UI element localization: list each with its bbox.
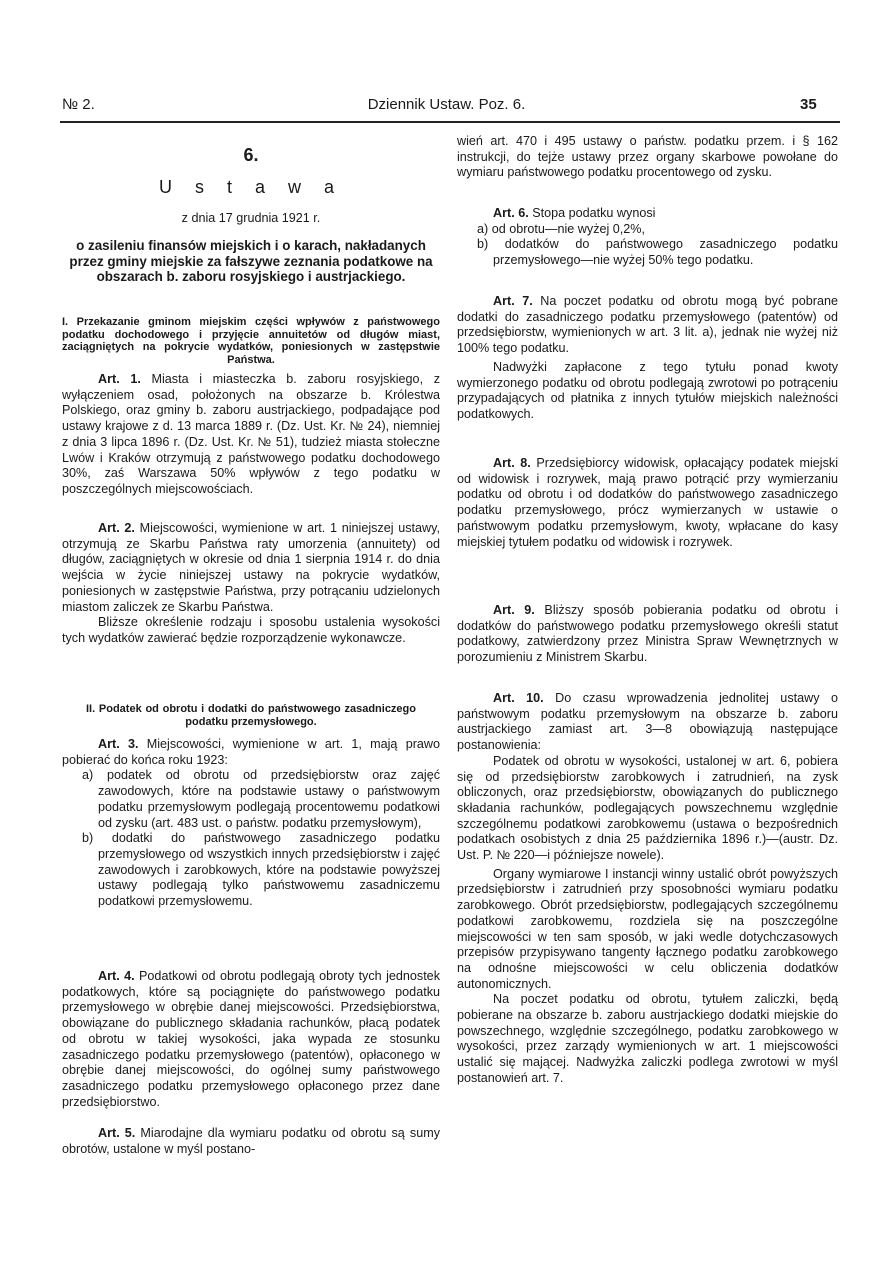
- article-label: Art. 8.: [493, 456, 531, 470]
- article-label: Art. 9.: [493, 603, 535, 617]
- article-5-continuation: [457, 134, 838, 181]
- article-paragraph: Organy wymiarowe I instancji winny ustalić obrót powyższych przedsiębiorstw i zatrudnień przy sposobności wymiaru podatku zarobkowego. Obrót przedsiębiorstw, podlegających szczególnemu podatkowi zarobkowemu, rozdziela się na poszczególne miejscowości w ten sam sposób, w jaki wedle dotychczasowych przepisów przypisywano tangenty łącznego podatku zarobkowego na odnośne miejscowości w celu obliczenia dodatków autonomicznych.: [457, 866, 838, 991]
- list-item: b) dodatków do państwowego zasadniczego podatku przemysłowego—nie wyżej 50% tego podatku.: [477, 237, 838, 268]
- article-7: [457, 294, 838, 423]
- article-9: [457, 603, 838, 666]
- issue-number: № 2.: [62, 96, 95, 113]
- article-label: Art. 3.: [98, 737, 139, 751]
- act-number: 6.: [243, 145, 259, 165]
- article-text: Stopa podatku wynosi: [532, 206, 656, 220]
- page-number: 35: [800, 96, 817, 113]
- article-text: Miejscowości, wymienione w art. 1, mają prawo pobierać do końca roku 1923:: [62, 737, 441, 767]
- article-label: Art. 6.: [493, 206, 529, 220]
- right-column: [457, 0, 838, 1263]
- article-paragraph: Bliższe określenie rodzaju i sposobu ustalenia wysokości tych wydatków zawierać będzie rozporządzenie wykonawcze.: [62, 615, 440, 645]
- article-text: Na poczet podatku od obrotu mogą być pobrane dodatki do zasadniczego podatku przemysłowego (patentów) od przedsiębiorstw, wymienionych w art. 3 lit. a), jednak nie wyżej niż 100% tego podatku.: [457, 294, 838, 356]
- act-date: z dnia 17 grudnia 1921 r.: [181, 211, 321, 225]
- article-text: Przedsiębiorcy widowisk, opłacający podatek miejski od widowisk i rozrywek, mają prawo potrącić przy wymierzaniu podatku od obrotu i od dodatków do państwowego zasadniczego podatku przemysłowego, prócz wymierzanych w ustawie o państwowym podatku przemysłowym, kwoty, wpłacane do kasy miejskiej tytułem podatku od widowisk i rozrywek.: [457, 456, 838, 549]
- article-text: wień art. 470 i 495 ustawy o państw. podatku przem. i § 162 instrukcji, do tejże ustawy przez organy skarbowe powołane do wymiaru państwowego podatku procentowego od zysku.: [457, 134, 838, 180]
- act-heading: U s t a w a: [158, 177, 344, 197]
- list-item: a) od obrotu—nie wyżej 0,2%,: [477, 221, 646, 236]
- left-column: [62, 0, 440, 1263]
- article-label: Art. 7.: [493, 294, 533, 308]
- article-paragraph: Na poczet podatku od obrotu, tytułem zaliczki, będą pobierane na obszarze b. zaboru austrjackiego dodatki miejskie do powszechnego, względnie szczególnego, podatku zarobkowego w wysokości, przez zarządy wymienionych w art. 1 miejscowości ustalić się mającej. Nadwyżka zaliczki podlega zwrotowi w myśl postanowień art. 7.: [457, 992, 838, 1085]
- article-paragraph: Nadwyżki zapłacone z tego tytułu ponad kwoty wymierzonego podatku od obrotu podlegają zwrotowi po potrąceniu przypadających od płatnika z innych tytułów miejskich należności podatkowych.: [457, 359, 838, 421]
- article-5: [62, 1126, 440, 1157]
- article-3: [62, 737, 440, 910]
- article-2: [62, 521, 440, 647]
- article-text: Miasta i miasteczka b. zaboru rosyjskiego, z wyłączeniem osad, położonych na obszarze b. Królestwa Polskiego, oraz gminy b. zaboru austrjackiego, podpadające pod ustawy krajowe z d. 13 marca 1889 r. (Dz. Ust. Kr. № 24), niemniej z dnia 3 lipca 1896 r. (Dz. Ust. Kr. № 51), tudzież miasta stołeczne Lwów i Kraków otrzymują z państwowego podatku dochodowego 30%, zaś Warszawa 50% wpływów z tego podatku w poszczególnych miejscowościach.: [62, 372, 440, 496]
- article-label: Art. 5.: [98, 1126, 136, 1140]
- article-1: [62, 372, 440, 498]
- article-10: [457, 691, 838, 1087]
- article-4: [62, 969, 440, 1110]
- list-item: a) podatek od obrotu od przedsiębiorstw oraz zajęć zawodowych, które na podstawie ustawy o państwowym podatku przemysłowym podlegają procentowemu podatkowi od zysku (art. 483 ust. o państw. podatku przemysłowym),: [82, 768, 440, 830]
- article-text: Miarodajne dla wymiaru podatku od obrotu są sumy obrotów, ustalone w myśl postano-: [62, 1126, 440, 1156]
- article-label: Art. 2.: [98, 521, 135, 535]
- section-1-heading: I. Przekazanie gminom miejskim części wpływów z państwowego podatku dochodowego i przyjęcie annuitetów od długów miast, zaciągniętych na pokrycie wydatków, poniesionych w zastępstwie Państwa.: [62, 316, 440, 366]
- article-text: Bliższy sposób pobierania podatku od obrotu i dodatków do państwowego podatku przemysłowego określi statut podatkowy, zatwierdzony przez Ministra Spraw Wewnętrznych w porozumieniu z Ministrem Skarbu.: [457, 603, 839, 665]
- section-2-heading: II. Podatek od obrotu i dodatki do państwowego zasadniczego podatku przemysłowego.: [86, 703, 416, 728]
- article-text: Do czasu wprowadzenia jednolitej ustawy o państwowym podatku przemysłowym na obszarze b. zaboru austrjackiego zamiast art. 3—8 obowiązują następujące postanowienia:: [457, 691, 838, 753]
- act-title: o zasileniu finansów miejskich i o karach, nakładanych przez gminy miejskie za fałszywe zeznania podatkowe na obszarach b. zaboru rosyjskiego i austrjackiego.: [69, 238, 433, 284]
- article-label: Art. 1.: [98, 372, 141, 386]
- journal-title: Dziennik Ustaw. Poz. 6.: [367, 96, 526, 113]
- article-6: [457, 206, 838, 269]
- article-8: [457, 456, 838, 550]
- article-text: Podatkowi od obrotu podlegają obroty tych jednostek podatkowych, które są pociągnięte do państwowego podatku przemysłowego w obrębie danej miejscowości. Przedsiębiorstwa, obowiązane do publicznego składania rachunków, płacą podatek od obrotu w takiej wysokości, jaka wypada ze stosunku zasadniczego podatku przemysłowego (patentów), opłaconego w obrębie danej miejscowości, do ogólnej sumy państwowego zasadniczego podatku przemysłowego opłaconego przez dane przedsiębiorstwo.: [62, 969, 440, 1109]
- article-text: Miejscowości, wymienione w art. 1 niniejszej ustawy, otrzymują ze Skarbu Państwa raty umorzenia (annuitety) od długów, zaciągniętych w okresie od dnia 1 sierpnia 1914 r. do dnia wejścia w życie niniejszej ustawy na pokrycie wydatków, poniesionych w zastępstwie Państwa, przy potrącaniu udzielonych miastom zaliczek ze Skarbu Państwa.: [62, 521, 441, 614]
- list-item: b) dodatki do państwowego zasadniczego podatku przemysłowego od wszystkich innych przedsiębiorstw i zajęć zawodowych i zarobkowych, które na podstawie powyższej ustawy podlegają tylko państwowemu zasadniczemu podatkowi przemysłowemu.: [82, 831, 440, 909]
- article-label: Art. 4.: [98, 969, 135, 983]
- article-paragraph: Podatek od obrotu w wysokości, ustalonej w art. 6, pobiera się od przedsiębiorstw zarobkowych i zatrudnień, na zysk obliczonych, oraz przedsiębiorstw, obowiązanych do publicznego składania rachunków, podlegających powszechnemu względnie szczególnemu podatkowi zarobkowemu (ustawa o bezpośrednich podatkach osobistych z dnia 25 października 1896 r.)—(austr. Dz. Ust. P. № 220—i późniejsze nowele).: [457, 753, 838, 863]
- article-label: Art. 10.: [493, 691, 544, 705]
